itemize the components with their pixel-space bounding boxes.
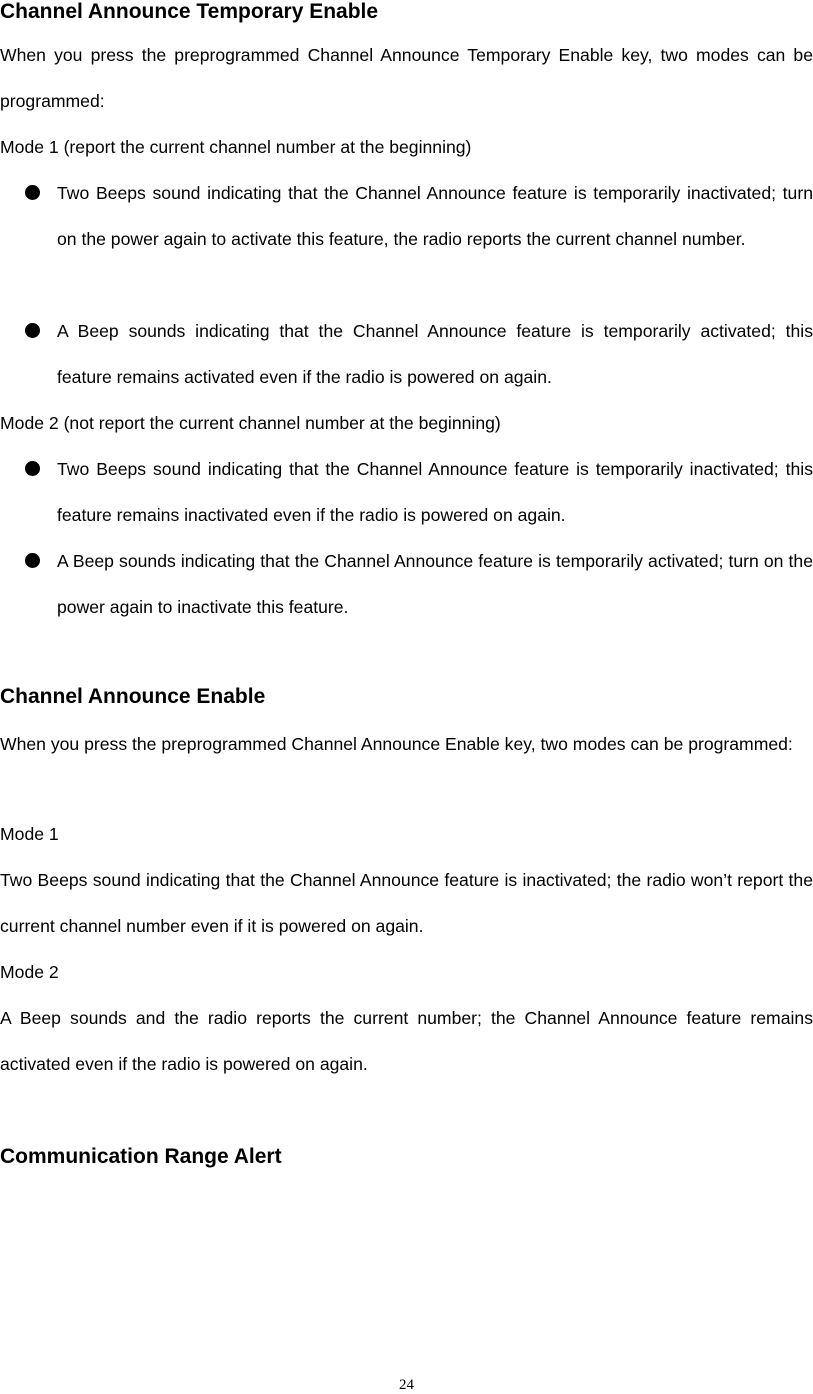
temp-enable-intro: When you press the preprogrammed Channel Announce Temporary Enable key, two modes can be programmed:: [0, 45, 813, 111]
bullet-icon: [25, 553, 40, 568]
temp-enable-mode2-label: Mode 2 (not report the current channel number at the beginning): [0, 413, 501, 433]
announce-enable-intro: When you press the preprogrammed Channel Announce Enable key, two modes can be programmed:: [0, 734, 793, 754]
section-title-announce-enable: Channel Announce Enable: [0, 685, 266, 708]
page-number: 24: [399, 1377, 414, 1393]
bullet-icon: [25, 461, 40, 476]
announce-enable-mode2-text: A Beep sounds and the radio reports the current number; the Channel Announce feature remains activated even if the radio is powered on again.: [0, 1008, 813, 1074]
bullet-text: A Beep sounds indicating that the Channel Announce feature is temporarily activated; turn on the power again to inactivate this feature.: [57, 551, 813, 617]
section-title-temp-enable: Channel Announce Temporary Enable: [0, 0, 379, 23]
temp-enable-mode1-label: Mode 1 (report the current channel number at the beginning): [0, 137, 472, 157]
section-title-range-alert: Communication Range Alert: [0, 1145, 282, 1168]
bullet-text: Two Beeps sound indicating that the Channel Announce feature is temporarily inactivated; this feature remains inactivated even if the radio is powered on again.: [57, 459, 813, 525]
bullet-icon: [25, 185, 40, 200]
announce-enable-mode1-label: Mode 1: [0, 824, 59, 844]
announce-enable-mode2-label: Mode 2: [0, 962, 59, 982]
bullet-icon: [25, 323, 40, 338]
bullet-text: A Beep sounds indicating that the Channel Announce feature is temporarily activated; this feature remains activated even if the radio is powered on again.: [57, 321, 813, 387]
bullet-text: Two Beeps sound indicating that the Channel Announce feature is temporarily inactivated; turn on the power again to activate this feature, the radio reports the current channel number.: [57, 183, 813, 249]
announce-enable-mode1-text: Two Beeps sound indicating that the Channel Announce feature is inactivated; the radio won’t report the current channel number even if it is powered on again.: [0, 870, 813, 936]
